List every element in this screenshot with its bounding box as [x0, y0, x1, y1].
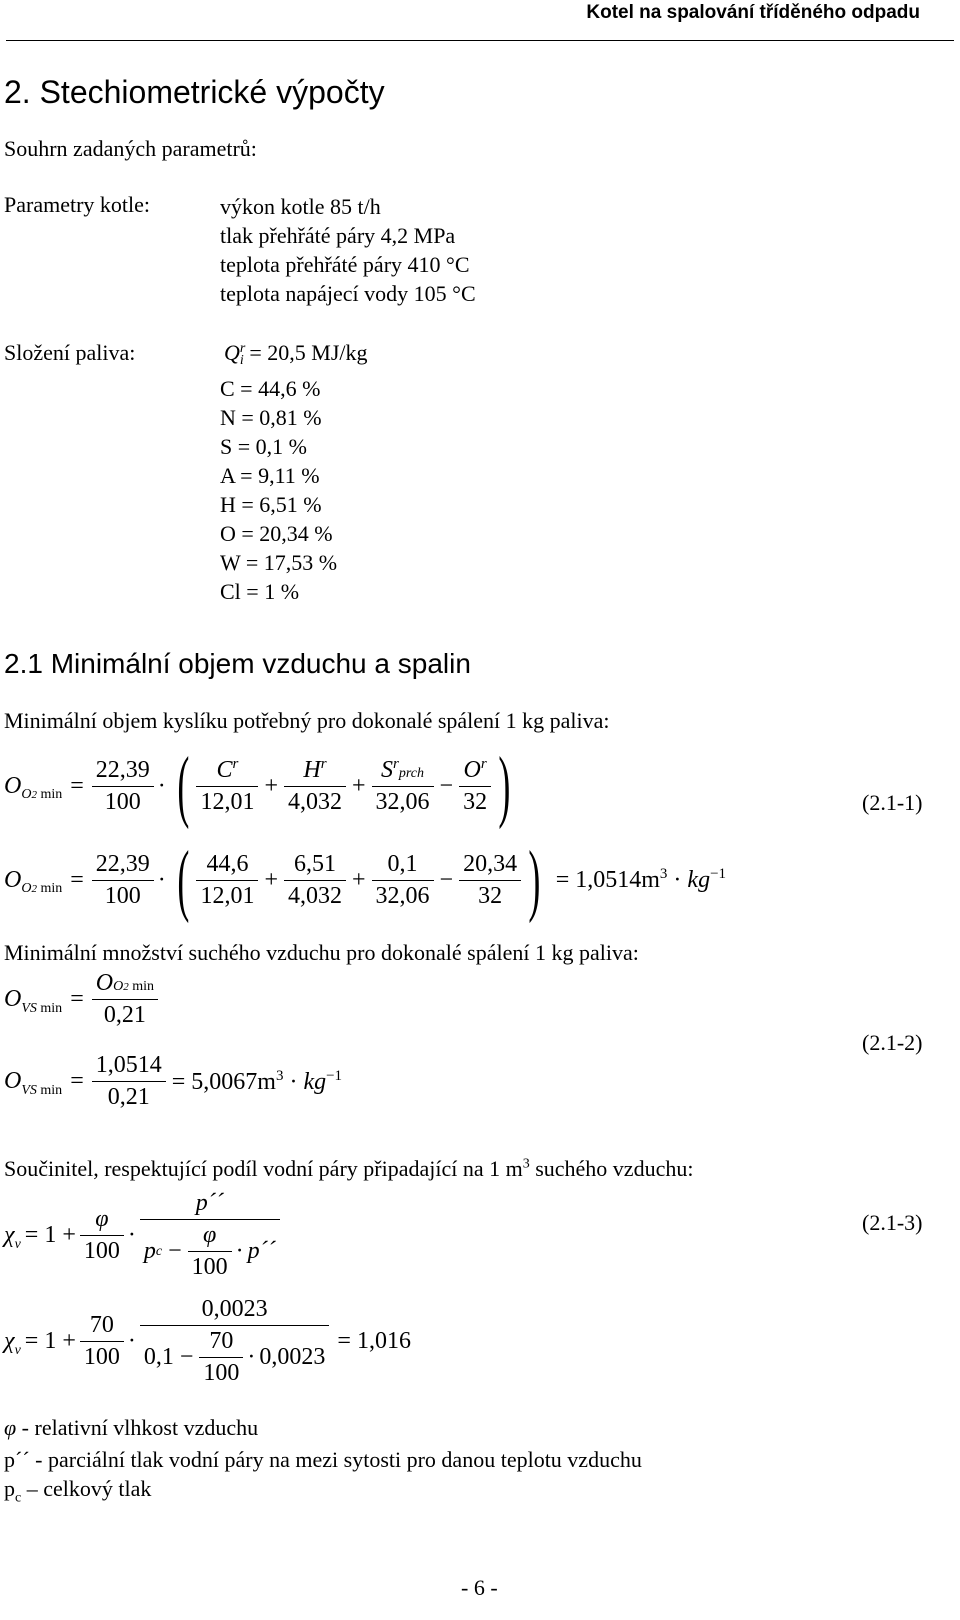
fuel-composition-list — [220, 374, 337, 606]
boiler-param: výkon kotle 85 t/h — [220, 194, 381, 219]
o-symbol: O — [4, 1068, 22, 1094]
summary-heading: Souhrn zadaných parametrů: — [4, 136, 257, 161]
coef-fraction: $\frac{22,39}{100}$ — [92, 851, 154, 910]
o-symbol: O — [4, 866, 22, 893]
air-equation-numeric: O VS min = $\frac{1,0514}{0,21}$ = $5,0067m^3 \cdot kg^{-1}$ — [4, 1052, 343, 1110]
legend-pc: $p_c$ – celkový tlak — [4, 1476, 152, 1506]
boiler-params-list — [220, 192, 476, 308]
c-fraction: $\frac{C^r}{12,01}$ — [196, 756, 258, 816]
section-title: 2. Stechiometrické výpočty — [4, 74, 385, 110]
legend-p: p´´ - parciální tlak vodní páry na mezi sytosti pro danou teplotu vzduchu — [4, 1447, 642, 1472]
fuel-component: A = 9,11 % — [220, 463, 320, 488]
humidity-equation-general: χ v = 1 + $\frac{\varphi}{100}$ · p´´ p c − $\frac{\varphi}{100}$ · p´´ — [4, 1190, 280, 1281]
o-fraction: $\frac{O^r}{32}$ — [459, 756, 491, 816]
legend-phi: φ - relativní vlhkost vzduchu — [4, 1415, 259, 1440]
coef-fraction: $\frac{22,39}{100}$ — [92, 757, 154, 816]
equals-sign: = — [70, 772, 84, 799]
q-value: = 20,5 MJ/kg — [249, 340, 368, 365]
s-value-fraction: $\frac{0,1}{32,06}$ — [372, 851, 434, 910]
running-header: Kotel na spalování tříděného odpadu — [586, 2, 920, 23]
air-equation-general: O VS min = $\frac{OO2 \min}{0,21}$ — [4, 970, 158, 1029]
air-intro: Minimální množství suchého vzduchu pro dokonalé spálení 1 kg paliva: — [4, 940, 639, 965]
fuel-component: O = 20,34 % — [220, 521, 333, 546]
o2-subscript: O2 min — [21, 881, 63, 896]
boiler-param: teplota přehřáté páry 410 °C — [220, 252, 470, 277]
q-sub: i — [239, 352, 244, 368]
vs-subscript: VS min — [21, 1000, 63, 1016]
pressure-value-fraction: 0,0023 0,1 − $\frac{70}{100}$ · 0,0023 — [140, 1296, 330, 1387]
h-value-fraction: $\frac{6,51}{4,032}$ — [284, 851, 346, 910]
o2-subscript: O2 min — [21, 787, 63, 802]
phi-fraction: $\frac{\varphi}{100}$ — [80, 1206, 124, 1265]
pressure-fraction: p´´ p c − $\frac{\varphi}{100}$ · p´´ — [140, 1190, 280, 1281]
chi-symbol: χ — [4, 1328, 15, 1354]
fuel-heating-value — [224, 340, 368, 367]
fuel-component: S = 0,1 % — [220, 434, 307, 459]
o-value-fraction: $\frac{20,34}{32}$ — [459, 851, 521, 910]
q-sup: r — [239, 340, 246, 356]
air-value-fraction: $\frac{1,0514}{0,21}$ — [92, 1052, 166, 1111]
oxygen-result: = $1,0514m^3 \cdot kg^{-1}$ — [555, 866, 727, 893]
fuel-component: C = 44,6 % — [220, 376, 321, 401]
fuel-component: N = 0,81 % — [220, 405, 322, 430]
o-symbol: O — [4, 986, 22, 1012]
chi-symbol: χ — [4, 1222, 15, 1248]
fuel-component: Cl = 1 % — [220, 579, 300, 604]
page-number: - 6 - — [461, 1575, 498, 1600]
header-rule — [6, 40, 954, 41]
humidity-equation-numeric: χ v = 1 + $\frac{70}{100}$ · 0,0023 0,1 − $\frac{70}{100}$ · 0,0023 = 1,016 — [4, 1296, 411, 1386]
c-value-fraction: $\frac{44,6}{12,01}$ — [196, 851, 258, 910]
air-fraction: $\frac{OO2 \min}{0,21}$ — [92, 970, 158, 1029]
oxygen-intro: Minimální objem kyslíku potřebný pro dokonalé spálení 1 kg paliva: — [4, 708, 610, 733]
equation-number: (2.1-1) — [862, 790, 923, 815]
o-symbol: O — [4, 772, 22, 799]
boiler-param: teplota napájecí vody 105 °C — [220, 281, 476, 306]
humidity-intro: Součinitel, respektující podíl vodní páry připadající na 1 $m^3$ suchého vzduchu: — [4, 1156, 694, 1181]
air-result: = $5,0067m^3 \cdot kg^{-1}$ — [171, 1067, 343, 1095]
s-fraction: $\frac{S^rprch}{32,06}$ — [372, 756, 434, 816]
humidity-result: = 1,016 — [337, 1328, 411, 1354]
oxygen-equation-numeric: O O2 min = $\frac{22,39}{100}$ · ( $\frac{44,6}{12,01}$ + $\frac{6,51}{4,032}$ + $\frac{0,1}{32,06}$ − $\frac{20,34}{32}$ ) = $1,0514m^3 \cdot kg^{-1}$ — [4, 836, 727, 924]
boiler-params-label: Parametry kotle: — [4, 192, 151, 217]
oxygen-equation-general: O O2 min = $\frac{22,39}{100}$ · ( $\frac{C^r}{12,01}$ + $\frac{H^r}{4,032}$ + $\frac{S^rprch}{32,06}$ − $\frac{O^r}{32}$ ) — [4, 742, 511, 830]
subsection-title: 2.1 Minimální objem vzduchu a spalin — [4, 648, 471, 679]
fuel-component: H = 6,51 % — [220, 492, 322, 517]
boiler-param: tlak přehřáté páry 4,2 MPa — [220, 223, 456, 248]
fuel-component: W = 17,53 % — [220, 550, 338, 575]
phi-value-fraction: $\frac{70}{100}$ — [80, 1312, 124, 1371]
h-fraction: $\frac{H^r}{4,032}$ — [284, 756, 346, 816]
fuel-composition-label: Složení paliva: — [4, 340, 136, 365]
q-symbol: Q — [224, 340, 240, 365]
equation-number: (2.1-3) — [862, 1210, 923, 1235]
vs-subscript: VS min — [21, 1082, 63, 1098]
equation-number: (2.1-2) — [862, 1030, 923, 1055]
